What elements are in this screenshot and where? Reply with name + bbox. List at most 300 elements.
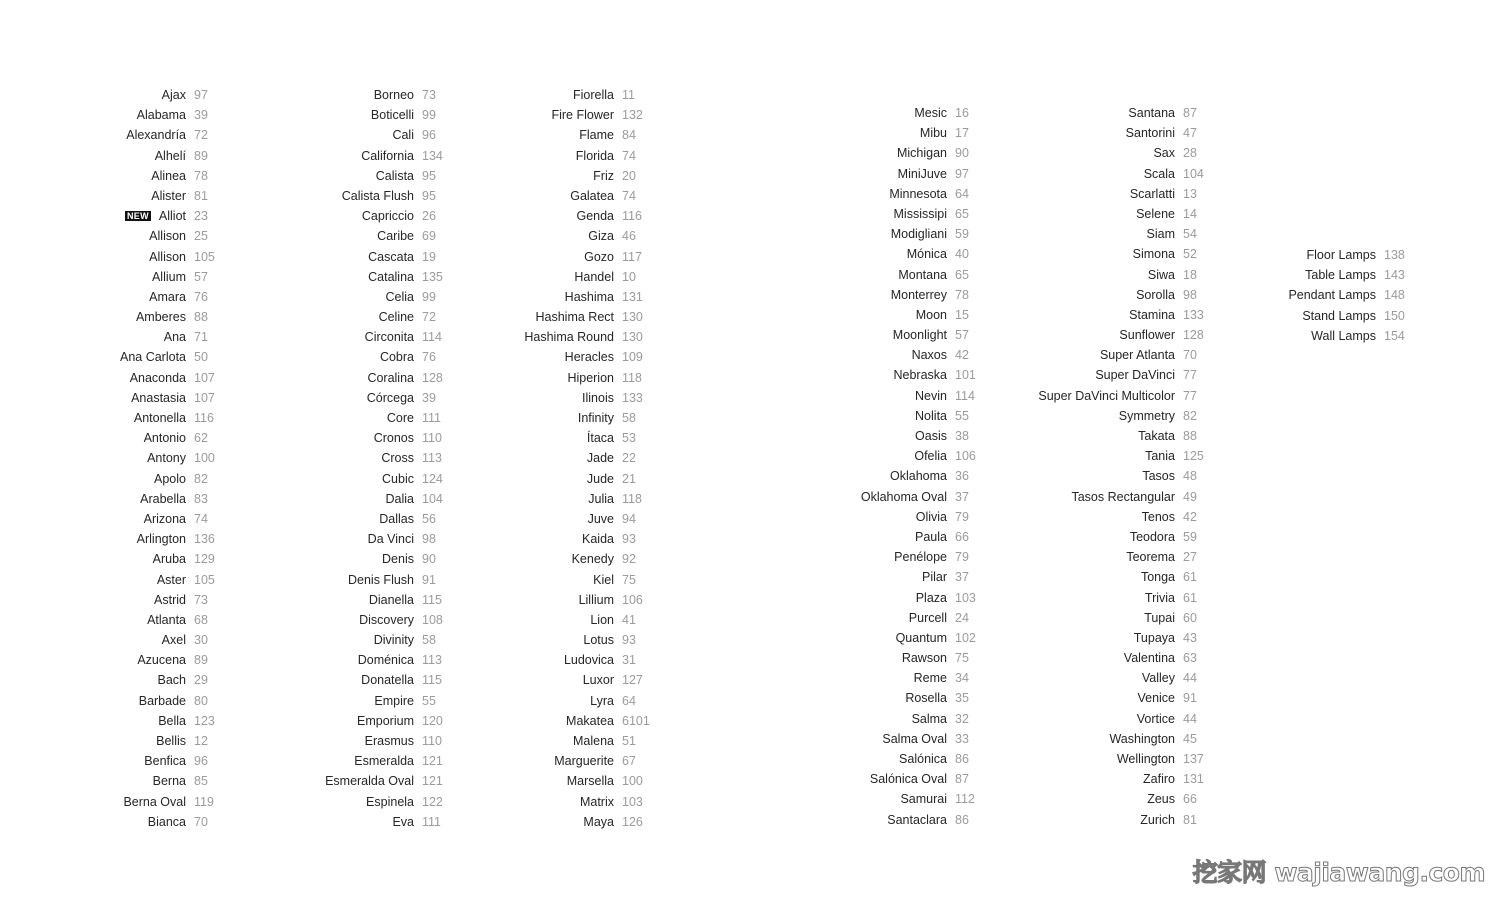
index-entry (440, 85, 672, 105)
entry-page-number: 58 (622, 411, 636, 425)
entry-name-text: Rosella (905, 691, 947, 706)
index-entry (200, 792, 472, 812)
entry-name (0, 610, 186, 630)
entry-name (1000, 668, 1175, 688)
index-entry (740, 305, 1005, 325)
entry-name-text: Arabella (140, 491, 186, 506)
index-entry (740, 487, 1005, 507)
entry-name-text: Selene (1136, 206, 1175, 221)
entry-name (200, 812, 414, 832)
index-entry (0, 509, 234, 529)
entry-page-number: 77 (1183, 388, 1197, 403)
entry-name-text: Luxor (582, 673, 614, 688)
entry-name-text: Barbade (138, 693, 186, 708)
entry-name (200, 771, 414, 791)
entry-name (0, 307, 186, 327)
entry-name-text: Arlington (136, 532, 186, 547)
entry-name-text: Floor Lamps (1306, 248, 1376, 262)
index-entry (200, 327, 472, 347)
entry-name-text: Sorolla (1136, 287, 1175, 302)
index-entry (1000, 507, 1233, 527)
entry-page-number: 128 (1183, 328, 1204, 343)
entry-page-number: 69 (422, 229, 436, 244)
entry-page-number: 47 (1183, 126, 1197, 141)
index-entry (1000, 224, 1233, 244)
entry-name-text: Celine (378, 310, 414, 325)
entry-name (740, 123, 947, 143)
index-entry (1000, 709, 1233, 729)
entry-page-number: 46 (622, 229, 636, 244)
index-entry (0, 307, 234, 327)
entry-name-text: Catalina (368, 269, 414, 284)
entry-page-number: 34 (955, 671, 969, 686)
entry-name-text: Tasos Rectangular (1071, 489, 1175, 504)
entry-name-text: Fire Flower (551, 108, 614, 123)
index-entry (740, 688, 1005, 708)
entry-page-number: 98 (1183, 287, 1197, 302)
entry-name (440, 469, 614, 489)
entry-name-text: Scala (1143, 166, 1175, 181)
entry-name-text: Infinity (577, 411, 614, 425)
entry-name-text: Wellington (1116, 752, 1175, 766)
entry-name-text: Nebraska (893, 368, 947, 383)
entry-name-text: Arizona (143, 511, 186, 526)
entry-page-number: 101 (955, 368, 976, 383)
entry-name-text: Allison (149, 229, 186, 244)
entry-name-text: Ajax (161, 88, 186, 102)
entry-page-number: 79 (955, 509, 969, 524)
entry-name-text: Takata (1138, 429, 1175, 443)
index-entry (440, 731, 672, 751)
entry-name-text: Discovery (359, 612, 414, 627)
entry-name (1000, 103, 1175, 123)
entry-page-number: 81 (1183, 812, 1197, 827)
entry-page-number: 78 (955, 287, 969, 302)
index-entry (1000, 466, 1233, 486)
entry-name (0, 771, 186, 791)
entry-name-text: Antonella (133, 411, 186, 425)
entry-page-number: 71 (194, 330, 208, 345)
entry-page-number: 73 (194, 592, 208, 607)
index-entry (200, 388, 472, 408)
entry-name-text: Benfica (144, 754, 186, 769)
entry-name-text: Gozo (584, 249, 614, 264)
entry-name-text: Symmetry (1118, 408, 1175, 423)
entry-name (1250, 285, 1376, 305)
entry-name-text: Dallas (379, 511, 414, 526)
entry-name-text: Trivia (1144, 590, 1175, 605)
entry-name (440, 226, 614, 246)
entry-name (740, 446, 947, 466)
entry-name (740, 527, 947, 547)
entry-name (1000, 446, 1175, 466)
entry-name-text: Antonio (143, 431, 186, 446)
index-entry (0, 247, 234, 267)
entry-name (200, 408, 414, 428)
entry-name (440, 428, 614, 448)
entry-name (440, 388, 614, 408)
entry-name (200, 428, 414, 448)
entry-name-text: Berna (152, 774, 186, 789)
entry-name (0, 570, 186, 590)
entry-name (200, 166, 414, 186)
entry-page-number: 104 (1183, 166, 1204, 181)
entry-page-number: 120 (422, 713, 443, 728)
entry-name-text: Bellis (156, 734, 186, 748)
entry-page-number: 80 (194, 693, 208, 708)
index-entry (0, 630, 234, 650)
entry-name (200, 85, 414, 105)
entry-page-number: 20 (622, 168, 636, 183)
entry-name-text: Super DaVinci Multicolor (1038, 388, 1175, 403)
entry-name-text: Santana (1128, 106, 1175, 120)
entry-page-number: 83 (194, 491, 208, 506)
entry-page-number: 150 (1384, 308, 1405, 323)
entry-page-number: 32 (955, 711, 969, 726)
entry-name-text: Kiel (593, 572, 614, 587)
entry-name-text: Minnesota (889, 186, 947, 201)
entry-name (1000, 184, 1175, 204)
entry-page-number: 64 (622, 693, 636, 708)
index-entry (440, 771, 672, 791)
entry-page-number: 77 (1183, 368, 1197, 383)
index-entry (1000, 244, 1233, 264)
entry-page-number: 110 (422, 734, 442, 748)
index-entry (200, 125, 472, 145)
entry-name (1000, 769, 1175, 789)
entry-page-number: 148 (1384, 288, 1405, 303)
entry-name-text: Boticelli (370, 108, 414, 123)
entry-page-number: 130 (622, 330, 643, 345)
entry-page-number: 99 (422, 108, 436, 123)
index-entry (440, 206, 672, 226)
index-entry (440, 448, 672, 468)
entry-name (440, 146, 614, 166)
index-entry (740, 507, 1005, 527)
entry-page-number: 24 (955, 610, 969, 625)
entry-page-number: 52 (1183, 247, 1197, 262)
entry-name (740, 628, 947, 648)
index-entry (200, 247, 472, 267)
entry-page-number: 107 (194, 370, 215, 385)
entry-name (0, 751, 186, 771)
entry-name-text: Handel (574, 269, 614, 284)
entry-name (1000, 345, 1175, 365)
entry-name (0, 226, 186, 246)
index-entry (740, 567, 1005, 587)
index-entry (200, 570, 472, 590)
index-entry (1000, 265, 1233, 285)
entry-name (440, 570, 614, 590)
entry-name (740, 709, 947, 729)
entry-page-number: 59 (955, 227, 969, 242)
index-entry (1000, 103, 1233, 123)
entry-page-number: 88 (194, 310, 208, 325)
entry-name-text: Salónica (899, 752, 947, 766)
index-entry (740, 769, 1005, 789)
entry-page-number: 61 (1183, 590, 1197, 605)
entry-page-number: 122 (422, 794, 443, 809)
entry-name (1000, 547, 1175, 567)
index-entry (740, 123, 1005, 143)
index-entry (740, 103, 1005, 123)
index-entry (0, 428, 234, 448)
entry-name (0, 146, 186, 166)
entry-page-number: 95 (422, 168, 436, 183)
entry-page-number: 137 (1183, 752, 1204, 766)
entry-name (440, 630, 614, 650)
entry-name (740, 426, 947, 446)
entry-name-text: Lotus (583, 633, 614, 648)
entry-name (1000, 164, 1175, 184)
entry-name-text: Rawson (901, 651, 947, 666)
entry-name (0, 408, 186, 428)
entry-name-text: Galatea (570, 188, 614, 203)
entry-page-number: 68 (194, 612, 208, 627)
entry-name (740, 749, 947, 769)
entry-name (200, 691, 414, 711)
index-entry (0, 327, 234, 347)
entry-page-number: 103 (622, 794, 643, 809)
entry-name (440, 85, 614, 105)
entry-name-text: Santaclara (887, 812, 947, 827)
entry-name (440, 549, 614, 569)
entry-page-number: 97 (194, 88, 208, 102)
entry-page-number: 89 (194, 148, 208, 163)
entry-name (1000, 567, 1175, 587)
entry-name (440, 347, 614, 367)
entry-name (1000, 466, 1175, 486)
index-entry (200, 610, 472, 630)
index-entry (440, 570, 672, 590)
entry-page-number: 39 (422, 390, 436, 405)
entry-name-text: Alhelí (154, 148, 186, 163)
entry-name-text: Coralina (367, 370, 414, 385)
entry-page-number: 136 (194, 532, 215, 547)
index-entry (1000, 487, 1233, 507)
entry-page-number: 76 (422, 350, 436, 365)
entry-name (0, 650, 186, 670)
entry-page-number: 106 (955, 449, 976, 464)
index-entry (440, 549, 672, 569)
entry-name-text: Hiperion (567, 370, 614, 385)
entry-page-number: 138 (1384, 248, 1405, 262)
entry-name-text: Friz (593, 168, 614, 183)
entry-page-number: 22 (622, 451, 636, 466)
entry-page-number: 94 (622, 511, 636, 526)
index-entry (440, 307, 672, 327)
entry-page-number: 108 (422, 612, 443, 627)
index-entry (200, 307, 472, 327)
entry-name (0, 166, 186, 186)
entry-page-number: 39 (194, 108, 208, 123)
entry-name (200, 247, 414, 267)
index-entry (440, 388, 672, 408)
index-entry (0, 206, 234, 226)
entry-name-text: Kenedy (571, 552, 614, 567)
index-entry (440, 630, 672, 650)
index-entry (200, 146, 472, 166)
entry-page-number: 65 (955, 206, 969, 221)
index-entry (440, 247, 672, 267)
entry-name-text: Tonga (1140, 570, 1175, 585)
entry-name (740, 608, 947, 628)
entry-name-text: Empire (374, 693, 414, 708)
index-entry (1000, 588, 1233, 608)
index-entry (0, 287, 234, 307)
entry-page-number: 74 (622, 188, 636, 203)
index-entry (440, 186, 672, 206)
entry-name-text: Atlanta (147, 612, 186, 627)
entry-name (200, 146, 414, 166)
entry-name-text: Marsella (566, 774, 614, 789)
index-entry (200, 85, 472, 105)
entry-name-text: Oklahoma Oval (860, 489, 947, 504)
index-entry (200, 448, 472, 468)
entry-page-number: 107 (194, 390, 215, 405)
entry-page-number: 130 (622, 310, 643, 325)
entry-page-number: 112 (955, 792, 975, 807)
entry-name-text: Amara (149, 289, 186, 304)
entry-page-number: 91 (422, 572, 436, 587)
index-entry (200, 509, 472, 529)
index-entry (200, 428, 472, 448)
entry-name (1000, 386, 1175, 406)
entry-page-number: 111 (422, 814, 442, 829)
entry-name-text: Denis Flush (348, 572, 414, 587)
index-column-3 (440, 85, 672, 832)
entry-name (740, 386, 947, 406)
entry-name (1000, 365, 1175, 385)
entry-name-text: Anaconda (129, 370, 186, 385)
index-entry (440, 347, 672, 367)
entry-name-text: Naxos (911, 348, 947, 363)
entry-name-text: Amberes (135, 310, 186, 325)
entry-name (740, 224, 947, 244)
entry-name-text: Penélope (894, 550, 947, 565)
entry-page-number: 30 (194, 633, 208, 648)
entry-name (740, 184, 947, 204)
entry-name (1000, 406, 1175, 426)
entry-name-text: Ofelia (914, 449, 947, 464)
entry-name (440, 287, 614, 307)
entry-name (440, 792, 614, 812)
index-entry (1000, 527, 1233, 547)
entry-name (1000, 285, 1175, 305)
entry-name-text: Montana (898, 267, 947, 282)
index-entry (1000, 123, 1233, 143)
entry-name (200, 206, 414, 226)
index-entry (440, 368, 672, 388)
entry-name (740, 729, 947, 749)
entry-name (440, 650, 614, 670)
entry-page-number: 72 (422, 310, 436, 325)
entry-name-text: Olivia (915, 509, 947, 524)
entry-name (740, 244, 947, 264)
entry-page-number: 75 (955, 651, 969, 666)
entry-name (0, 489, 186, 509)
index-entry (1000, 325, 1233, 345)
index-entry (0, 670, 234, 690)
index-entry (0, 368, 234, 388)
entry-name (740, 688, 947, 708)
entry-page-number: 100 (194, 451, 215, 466)
entry-name-text: Samurai (900, 792, 947, 807)
index-entry (0, 771, 234, 791)
index-entry (740, 527, 1005, 547)
entry-name (1250, 265, 1376, 285)
index-entry (740, 648, 1005, 668)
entry-page-number: 54 (1183, 227, 1197, 242)
index-entry (1000, 810, 1233, 830)
entry-name (440, 590, 614, 610)
entry-name (740, 285, 947, 305)
entry-page-number: 86 (955, 752, 969, 766)
entry-name-text: MiniJuve (897, 166, 947, 181)
entry-name-text: Da Vinci (367, 532, 414, 547)
entry-name (200, 509, 414, 529)
entry-name (440, 267, 614, 287)
entry-name (200, 529, 414, 549)
entry-page-number: 114 (422, 330, 442, 345)
entry-name-text: Ítaca (586, 431, 614, 446)
index-entry (200, 267, 472, 287)
entry-name-text: Salma Oval (882, 731, 947, 746)
entry-name (740, 810, 947, 830)
entry-page-number: 113 (422, 653, 442, 668)
index-entry (0, 711, 234, 731)
index-entry (440, 670, 672, 690)
entry-page-number: 18 (1183, 267, 1197, 282)
entry-name-text: Anastasia (131, 390, 186, 405)
entry-name-text: Core (386, 411, 414, 425)
entry-name-text: Cubic (382, 471, 414, 486)
entry-page-number: 26 (422, 209, 436, 224)
entry-name (440, 368, 614, 388)
entry-page-number: 75 (622, 572, 636, 587)
index-entry (0, 267, 234, 287)
index-entry (0, 85, 234, 105)
index-entry (440, 711, 672, 731)
entry-name (0, 711, 186, 731)
index-entry (200, 812, 472, 832)
entry-page-number: 13 (1183, 186, 1197, 201)
index-entry (0, 226, 234, 246)
index-entry (0, 105, 234, 125)
entry-name-text: California (361, 148, 414, 163)
entry-name-text: Astrid (154, 592, 186, 607)
entry-page-number: 28 (1183, 146, 1197, 161)
entry-name (440, 610, 614, 630)
index-entry (440, 812, 672, 832)
entry-page-number: 116 (194, 411, 214, 425)
entry-page-number: 109 (622, 350, 643, 365)
entry-name (440, 691, 614, 711)
index-entry (0, 186, 234, 206)
entry-page-number: 25 (194, 229, 208, 244)
entry-page-number: 90 (955, 146, 969, 161)
entry-name-text: Washington (1109, 731, 1175, 746)
index-entry (440, 650, 672, 670)
entry-name (200, 751, 414, 771)
entry-page-number: 114 (955, 388, 975, 403)
entry-page-number: 106 (622, 592, 643, 607)
entry-name-text: Valentina (1123, 651, 1175, 666)
entry-name-text: Plaza (915, 590, 947, 605)
entry-name (740, 507, 947, 527)
entry-name-text: Dalia (385, 491, 414, 506)
entry-page-number: 50 (194, 350, 208, 365)
